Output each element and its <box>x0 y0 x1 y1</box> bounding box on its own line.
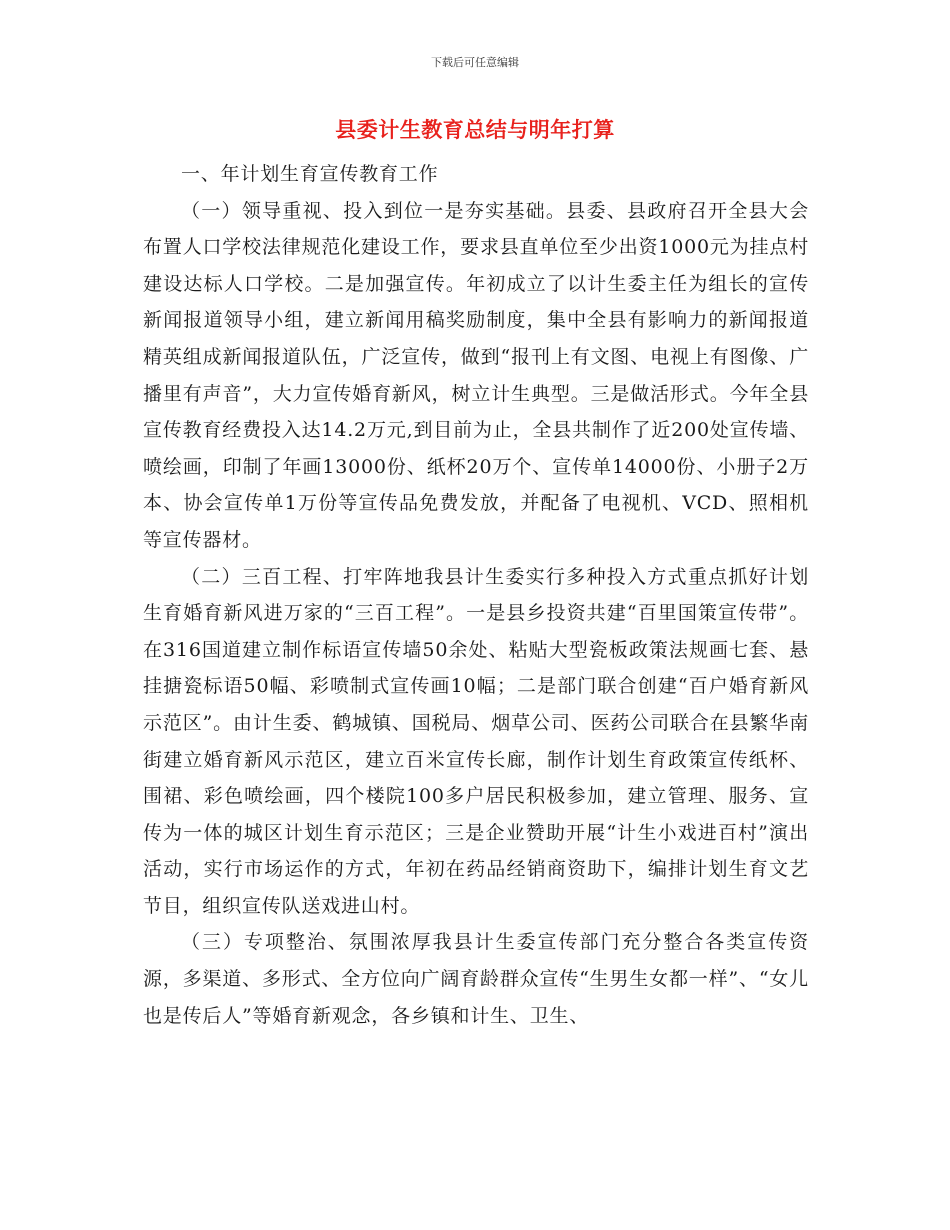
paragraph: （一）领导重视、投入到位一是夯实基础。县委、县政府召开全县大会布置人口学校法律规范化建设工作，要求县直单位至少出资1000元为挂点村建设达标人口学校。二是加强宣传。年初成立了以计生委主任为组长的宣传新闻报道领导小组，建立新闻用稿奖励制度，集中全县有影响力的新闻报道精英组成新闻报道队伍，广泛宣传，做到“报刊上有文图、电视上有图像、广播里有声音”，大力宣传婚育新风，树立计生典型。三是做活形式。今年全县宣传教育经费投入达14.2万元,到目前为止，全县共制作了近200处宣传墙、喷绘画，印制了年画13000份、纸杯20万个、宣传单14000份、小册子2万本、协会宣传单1万份等宣传品免费发放，并配备了电视机、VCD、照相机等宣传器材。 <box>143 199 809 551</box>
paragraph: （二）三百工程、打牢阵地我县计生委实行多种投入方式重点抓好计划生育婚育新风进万家的“三百工程”。一是县乡投资共建“百里国策宣传带”。在316国道建立制作标语宣传墙50余处、粘贴大型瓷板政策法规画七套、悬挂搪瓷标语50幅、彩喷制式宣传画10幅；二是部门联合创建“百户婚育新风示范区”。由计生委、鹤城镇、国税局、烟草公司、医药公司联合在县繁华南街建立婚育新风示范区，建立百米宣传长廊，制作计划生育政策宣传纸杯、围裙、彩色喷绘画，四个楼院100多户居民积极参加，建立管理、服务、宣传为一体的城区计划生育示范区；三是企业赞助开展“计生小戏进百村”演出活动，实行市场运作的方式，年初在药品经销商资助下，编排计划生育文艺节目，组织宣传队送戏进山村。 <box>143 565 809 917</box>
document-body <box>143 156 809 1034</box>
header-note: 下载后可任意编辑 <box>431 56 519 69</box>
section-heading: 一、年计划生育宣传教育工作 <box>181 163 439 185</box>
paragraph: （三）专项整治、氛围浓厚我县计生委宣传部门充分整合各类宣传资源，多渠道、多形式、全方位向广阔育龄群众宣传“生男生女都一样”、“女儿也是传后人”等婚育新观念，各乡镇和计生、卫生、 <box>143 931 809 1027</box>
document-title: 县委计生教育总结与明年打算 <box>335 118 615 142</box>
